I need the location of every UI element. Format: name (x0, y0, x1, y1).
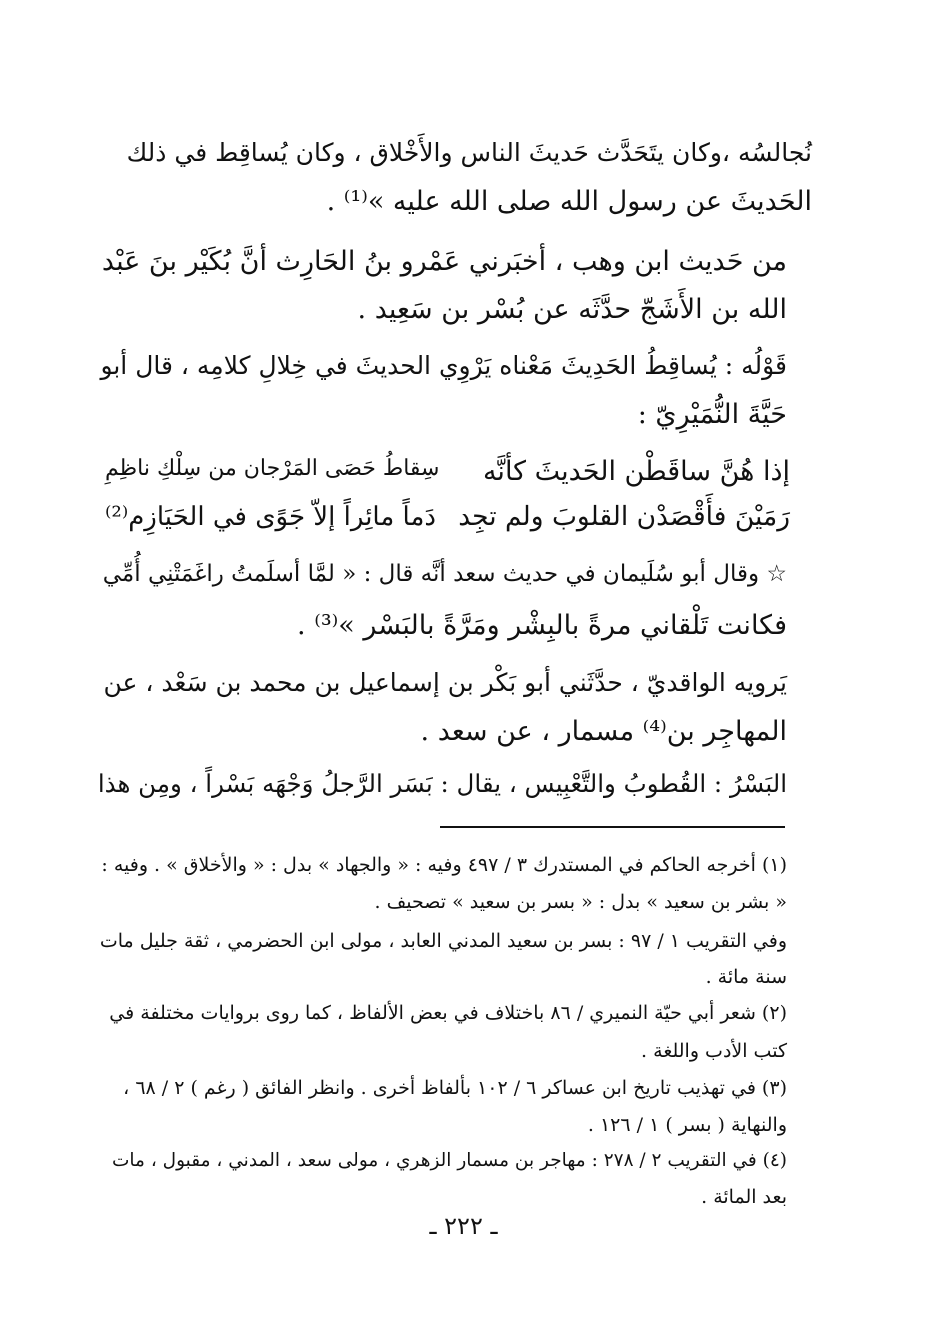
footnote-line: والنهاية ( بسر ) ١ / ١٢٦ . (587, 1114, 787, 1136)
verse-second-hemistich: سِقاطُ حَصَى المَرْجان من سِلْكِ ناظِمِ (105, 456, 440, 481)
footnote-line: (١) أخرجه الحاكم في المستدرك ٣ / ٤٩٧ وفيه : « والجهاد » بدل : « والأخلاق » . وفيه : (101, 854, 787, 876)
footnote-line: وفي التقريب ١ / ٩٧ : بسر بن سعيد المدني العابد ، مولى ابن الحضرمي ، ثقة جليل مات (99, 930, 787, 952)
footnote-separator (440, 826, 785, 828)
page-number: ـ ٢٢٢ ـ (429, 1212, 498, 1240)
text-line: يَرويه الواقديّ ، حدَّثَني أبو بَكْر بن إسماعيل بن محمد بن سَعْد ، عن (103, 668, 787, 697)
text-line: الله بن الأَشَجّ حدَّثَه عن بُسْر بن سَعِيد . (357, 294, 787, 325)
verse-line (105, 501, 790, 540)
text-line: الحَديثَ عن رسول الله صلى الله عليه »⁽¹⁾ . (326, 186, 812, 217)
footnote-line: سنة مائة . (705, 966, 787, 988)
footnote-line: كتب الأدب واللغة . (641, 1040, 787, 1062)
text-line: المهاجِر بن⁽⁴⁾ مسمار ، عن سعد . (420, 716, 787, 747)
footnote-line: (٤) في التقريب ٢ / ٢٧٨ : مهاجر بن مسمار الزهري ، مولى سعد ، المدني ، مقبول ، مات (111, 1150, 787, 1171)
footnote-line: « بشر بن سعيد » بدل : « بسر بن سعيد » تصحيف . (374, 891, 787, 913)
text-line: حَيَّةَ النُّمَيْرِيّ : (637, 399, 787, 430)
verse-first-hemistich: رَمَيْنَ فأَقْصَدْن القلوبَ ولم تجِد (458, 501, 790, 532)
verse-first-hemistich: إذا هُنَّ ساقَطْن الحَديثَ كأنَّه (482, 456, 790, 487)
text-line: فكانت تَلْقاني مرةً بالبِشْر ومَرَّةً بالبَسْر »⁽³⁾ . (297, 610, 787, 641)
text-line: قَوْلُه : يُساقِطُ الحَدِيثَ مَعْناه يَرْوِي الحديثَ في خِلالِ كلامِه ، قال أبو (100, 351, 787, 380)
footnote-line: (٣) في تهذيب تاريخ ابن عساكر ٦ / ١٠٢ بألفاظ أخرى . وانظر الفائق ( رغم ) ٢ / ٦٨ ، (123, 1077, 787, 1099)
text-line: ☆ وقال أبو سُلَيمان في حديث سعد أنَّه قال : « لمَّا أسلَمتُ راغَمَتْنِي أُمِّي (102, 561, 787, 587)
text-line: من حَديث ابن وهب ، أخبَرني عَمْرو بنُ الحَارِث أنَّ بُكَيْر بنَ عَبْد (101, 246, 787, 277)
footnote-line: بعد المائة . (701, 1186, 787, 1208)
verse-line (105, 458, 790, 494)
verse-second-hemistich: دَماً مائِراً إلاّ جَوًى في الحَيَازِم⁽²⁾ (105, 502, 436, 532)
text-line: نُجالسُه ،وكان يتَحَدَّث حَديثَ الناس والأَخْلاق ، وكان يُساقِط في ذلك (126, 138, 812, 167)
footnote-line: (٢) شعر أبي حيّة النميري / ٨٦ باختلاف في بعض الألفاظ ، كما روى بروايات مختلفة في (109, 1002, 787, 1024)
text-line: البَسْرُ : القُطوبُ والتَّعْبِيس ، يقال : بَسَر الرَّجلُ وَجْهَه بَسْراً ، ومِن هذا (97, 769, 787, 798)
